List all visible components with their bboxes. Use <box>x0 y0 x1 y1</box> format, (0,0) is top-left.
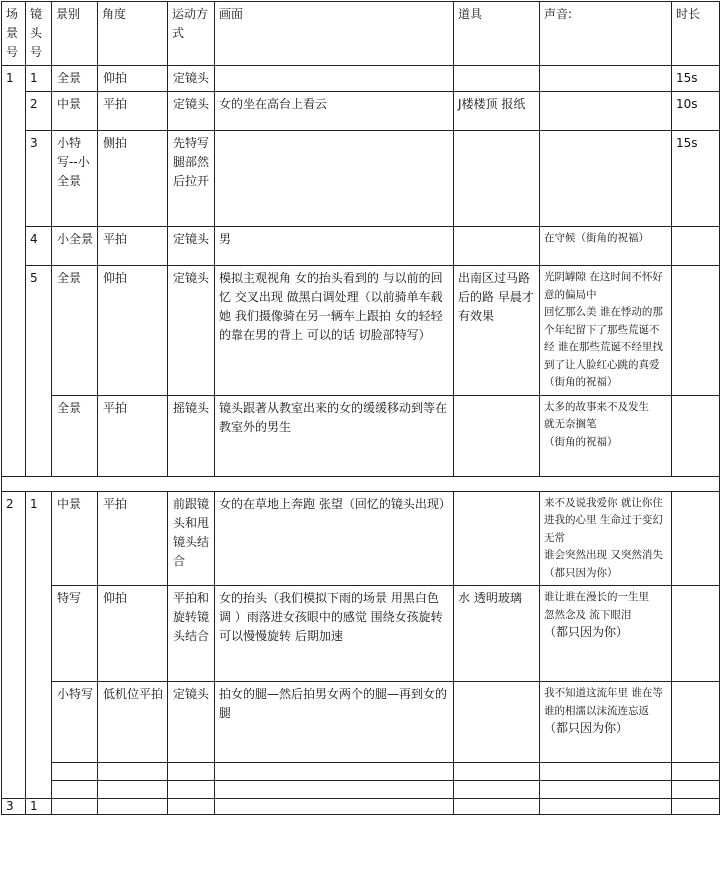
spacer-cell <box>2 476 26 491</box>
duration-cell: 15s <box>672 66 720 92</box>
header-row <box>2 2 720 66</box>
table-row <box>2 395 720 476</box>
sound-cell: 在守候（街角的祝福） <box>540 227 672 266</box>
angle-cell: 仰拍 <box>98 66 168 92</box>
movement-cell: 定镜头 <box>168 227 215 266</box>
angle-cell: 平拍 <box>98 395 168 476</box>
empty-cell <box>672 799 720 815</box>
shot-number: 1 <box>26 491 52 799</box>
empty-cell <box>168 763 215 781</box>
sound-cell <box>540 131 672 227</box>
empty-cell <box>454 781 540 799</box>
props-cell <box>454 131 540 227</box>
empty-cell <box>98 799 168 815</box>
framing-cell: 全景 <box>52 266 98 396</box>
shot-number: 5 <box>26 266 52 477</box>
movement-cell: 定镜头 <box>168 66 215 92</box>
angle-cell: 平拍 <box>98 491 168 586</box>
picture-cell: 镜头跟著从教室出来的女的缓缓移动到等在教室外的男生 <box>215 395 454 476</box>
sound-cell <box>540 682 672 763</box>
empty-cell <box>168 781 215 799</box>
empty-cell <box>52 763 98 781</box>
empty-cell <box>454 799 540 815</box>
header-framing: 景别 <box>52 2 98 66</box>
duration-cell: 15s <box>672 131 720 227</box>
sound-cell <box>540 92 672 131</box>
shot-number: 1 <box>26 799 52 815</box>
storyboard-table <box>1 1 720 815</box>
framing-cell: 全景 <box>52 66 98 92</box>
table-row <box>2 92 720 131</box>
props-cell: J楼楼顶 报纸 <box>454 92 540 131</box>
sound-lyrics: 谁让谁在漫长的一生里 忽然念及 流下眼泪 <box>544 591 649 621</box>
shot-number: 2 <box>26 92 52 131</box>
movement-cell: 先特写腿部然后拉开 <box>168 131 215 227</box>
props-cell: 出南区过马路后的路 早晨才有效果 <box>454 266 540 396</box>
spacer-cell <box>168 476 215 491</box>
framing-cell: 小特写 <box>52 682 98 763</box>
framing-cell: 全景 <box>52 395 98 476</box>
spacer-cell <box>454 476 540 491</box>
framing-cell: 小全景 <box>52 227 98 266</box>
sound-cell <box>540 586 672 682</box>
empty-cell <box>215 763 454 781</box>
framing-cell: 小特写--小全景 <box>52 131 98 227</box>
header-sound: 声音: <box>540 2 672 66</box>
angle-cell: 仰拍 <box>98 586 168 682</box>
table-row <box>2 131 720 227</box>
movement-cell: 摇镜头 <box>168 395 215 476</box>
header-picture: 画面 <box>215 2 454 66</box>
duration-cell <box>672 491 720 586</box>
spacer-row <box>2 476 720 491</box>
sound-cell: 太多的故事来不及发生 就无奈搁笔 （街角的祝福） <box>540 395 672 476</box>
spacer-cell <box>52 476 98 491</box>
angle-cell: 低机位平拍 <box>98 682 168 763</box>
picture-cell: 男 <box>215 227 454 266</box>
picture-cell <box>215 66 454 92</box>
table-row <box>2 491 720 586</box>
picture-cell: 女的坐在高台上看云 <box>215 92 454 131</box>
scene-number: 1 <box>2 66 26 477</box>
duration-cell <box>672 227 720 266</box>
empty-cell <box>168 799 215 815</box>
table-row <box>2 763 720 781</box>
table-row <box>2 799 720 815</box>
picture-cell <box>215 131 454 227</box>
table-row <box>2 66 720 92</box>
movement-cell: 平拍和旋转镜头结合 <box>168 586 215 682</box>
empty-cell <box>52 781 98 799</box>
empty-cell <box>215 799 454 815</box>
picture-cell: 女的在草地上奔跑 张望（回忆的镜头出现） <box>215 491 454 586</box>
movement-cell: 定镜头 <box>168 92 215 131</box>
framing-cell: 特写 <box>52 586 98 682</box>
table-row <box>2 682 720 763</box>
table-row <box>2 781 720 799</box>
movement-cell: 前跟镜头和甩镜头结合 <box>168 491 215 586</box>
shot-number: 3 <box>26 131 52 227</box>
angle-cell: 平拍 <box>98 227 168 266</box>
picture-cell: 模拟主观视角 女的抬头看到的 与以前的回忆 交叉出现 做黑白调处理（以前骑单车载她 我们摄像骑在另一辆车上跟拍 女的轻轻的靠在男的背上 可以的话 切脸部特写） <box>215 266 454 396</box>
picture-cell: 拍女的腿—然后拍男女两个的腿—再到女的腿 <box>215 682 454 763</box>
sound-cell: 光阴罅隙 在这时间不怀好意的偏局中 回忆那么美 谁在悸动的那个年纪留下了那些荒诞不经 谁在那些荒诞不经里找到了让人脸红心跳的真爱（街角的祝福） <box>540 266 672 396</box>
header-angle: 角度 <box>98 2 168 66</box>
movement-cell: 定镜头 <box>168 266 215 396</box>
spacer-cell <box>26 476 52 491</box>
spacer-cell <box>672 476 720 491</box>
duration-cell <box>672 586 720 682</box>
props-cell <box>454 227 540 266</box>
table-row <box>2 227 720 266</box>
props-cell <box>454 66 540 92</box>
header-props: 道具 <box>454 2 540 66</box>
duration-cell: 10s <box>672 92 720 131</box>
scene-number: 2 <box>2 491 26 799</box>
empty-cell <box>540 799 672 815</box>
scene-number: 3 <box>2 799 26 815</box>
empty-cell <box>672 781 720 799</box>
shot-number: 1 <box>26 66 52 92</box>
empty-cell <box>540 781 672 799</box>
framing-cell: 中景 <box>52 92 98 131</box>
framing-cell: 中景 <box>52 491 98 586</box>
spacer-cell <box>540 476 672 491</box>
empty-cell <box>52 799 98 815</box>
spacer-cell <box>98 476 168 491</box>
sound-cell <box>540 66 672 92</box>
props-cell <box>454 682 540 763</box>
shot-number: 4 <box>26 227 52 266</box>
duration-cell <box>672 266 720 396</box>
header-duration: 时长 <box>672 2 720 66</box>
header-scene: 场景号 <box>2 2 26 66</box>
empty-cell <box>215 781 454 799</box>
empty-cell <box>98 781 168 799</box>
duration-cell <box>672 395 720 476</box>
sound-lyrics: 我不知道这流年里 谁在等谁的相濡以沫流连忘返 <box>544 687 663 717</box>
empty-cell <box>454 763 540 781</box>
props-cell <box>454 395 540 476</box>
table-row <box>2 266 720 396</box>
picture-cell: 女的抬头（我们模拟下雨的场景 用黑白色调 ）雨落进女孩眼中的感觉 围绕女孩旋转 可以慢慢旋转 后期加速 <box>215 586 454 682</box>
empty-cell <box>672 763 720 781</box>
empty-cell <box>98 763 168 781</box>
sound-song-title: （都只因为你） <box>544 625 629 639</box>
props-cell <box>454 491 540 586</box>
angle-cell: 侧拍 <box>98 131 168 227</box>
sound-song-title: （都只因为你） <box>544 721 629 735</box>
angle-cell: 平拍 <box>98 92 168 131</box>
empty-cell <box>540 763 672 781</box>
sound-cell: 来不及说我爱你 就让你住进我的心里 生命过于变幻无常 谁会突然出现 又突然消失（都只因为你） <box>540 491 672 586</box>
header-shot: 镜头号 <box>26 2 52 66</box>
duration-cell <box>672 682 720 763</box>
props-cell: 水 透明玻璃 <box>454 586 540 682</box>
angle-cell: 仰拍 <box>98 266 168 396</box>
movement-cell: 定镜头 <box>168 682 215 763</box>
spacer-cell <box>215 476 454 491</box>
table-row <box>2 586 720 682</box>
header-movement: 运动方式 <box>168 2 215 66</box>
